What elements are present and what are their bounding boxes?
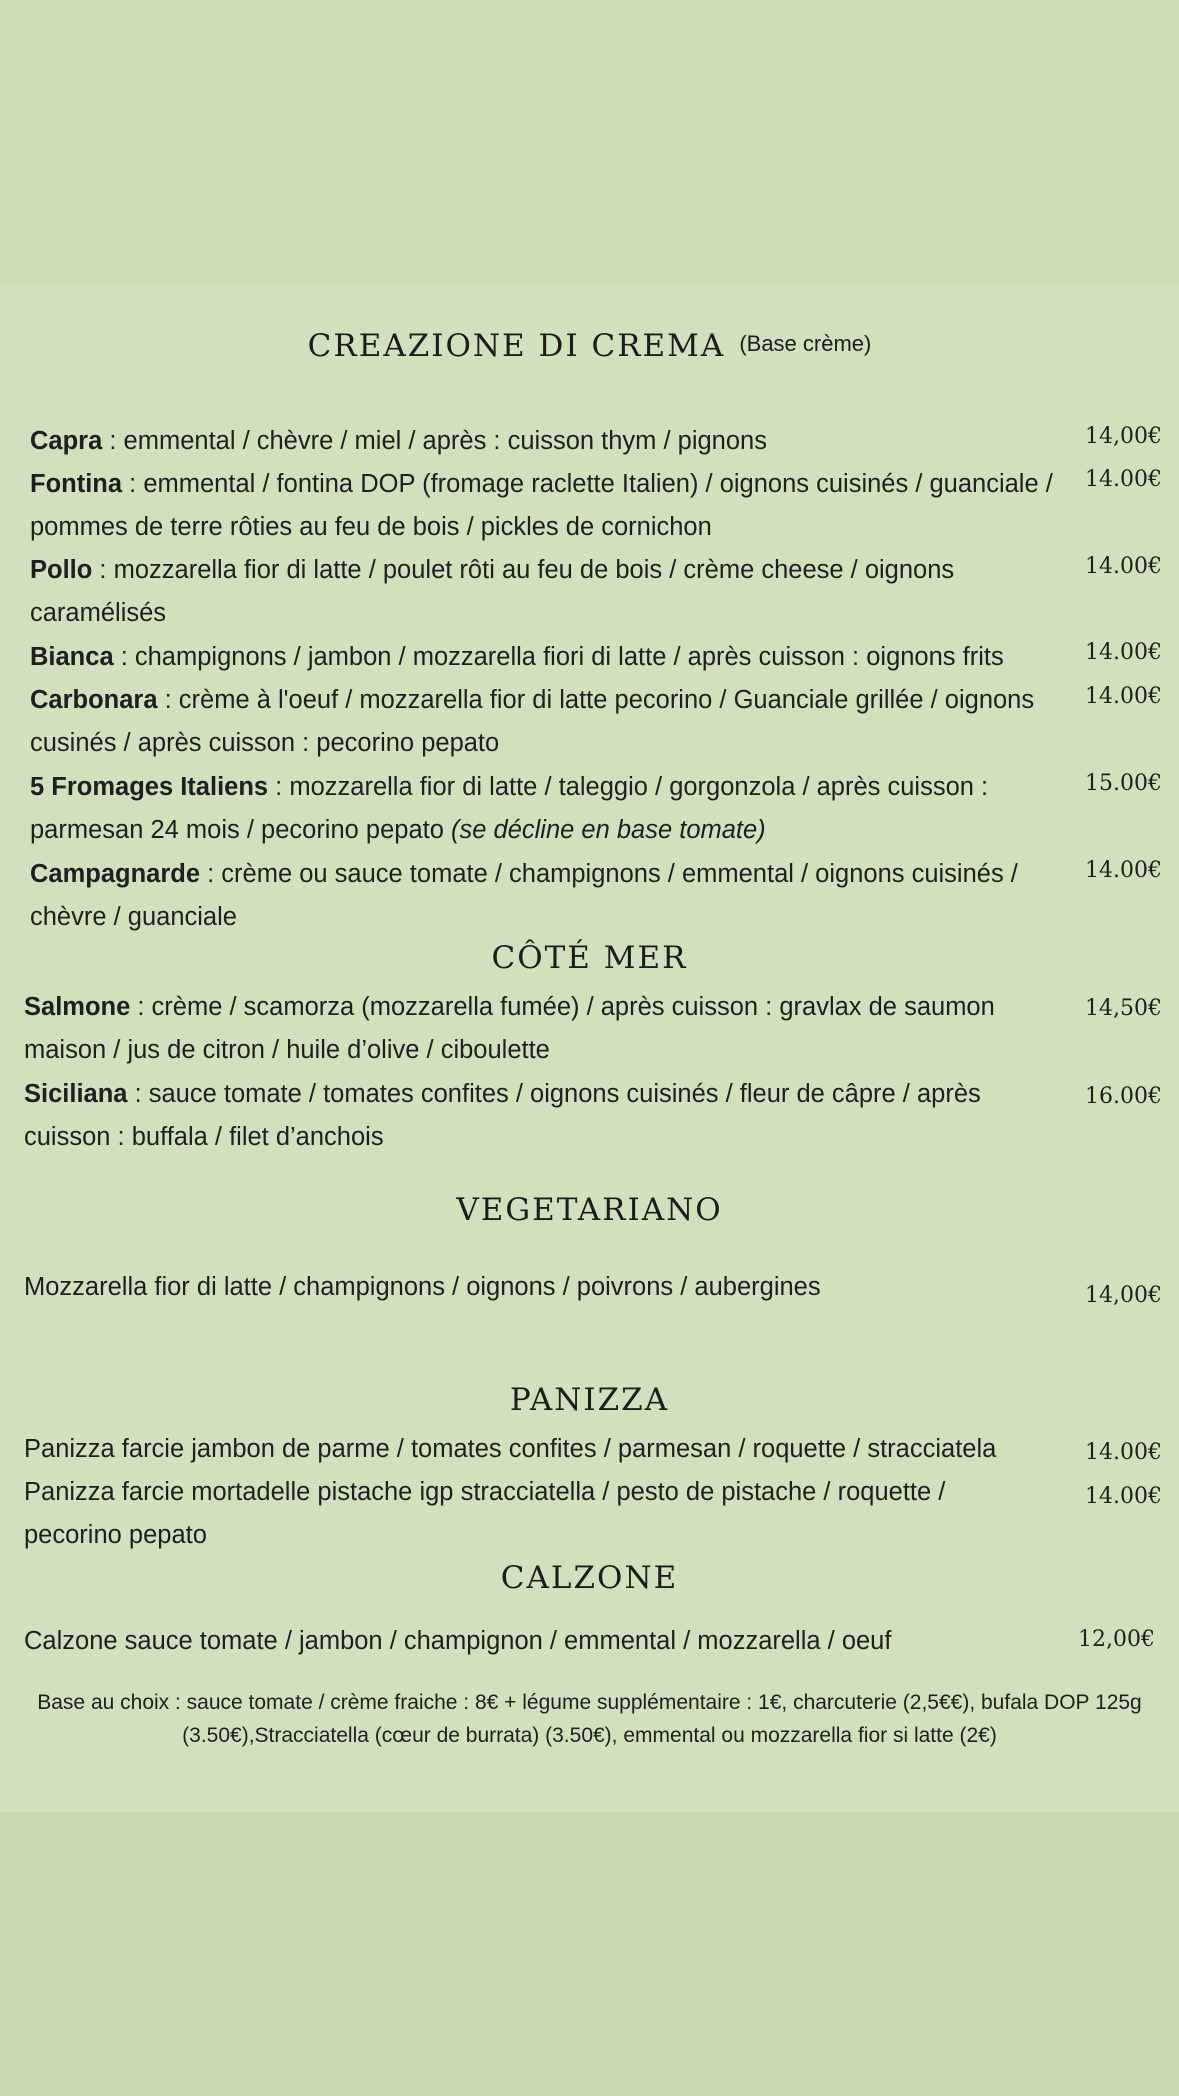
section-title-text: CÔTÉ MER (491, 940, 688, 976)
item-desc: : emmental / fontina DOP (fromage raclette Italien) / oignons cuisinés / guanciale / pommes de terre rôties au feu de bois / pickles de cornichon (30, 470, 1053, 541)
item-name: Carbonara (30, 686, 158, 714)
section-title-text: PANIZZA (509, 1382, 670, 1418)
menu-item-calzone (24, 1620, 1024, 1663)
top-band (0, 0, 1179, 284)
item-price: 12,00€ (1078, 1627, 1155, 1652)
menu-item-fontina (30, 463, 1070, 549)
menu-item-salmone (24, 986, 1054, 1072)
item-name: Fontina (30, 470, 123, 498)
section-title-crema (0, 328, 1179, 364)
section-title-mer (0, 940, 1179, 976)
item-price: 14.00€ (1085, 640, 1162, 665)
item-desc: Panizza farcie jambon de parme / tomates confites / parmesan / roquette / stracciatela (24, 1435, 997, 1463)
menu-item-panizza-mortadelle (24, 1471, 1044, 1557)
item-price: 14,00€ (1085, 424, 1162, 449)
section-title-text: VEGETARIANO (456, 1192, 723, 1228)
item-desc: : champignons / jambon / mozzarella fiori di latte / après cuisson : oignons frits (113, 643, 1004, 671)
menu-item-siciliana (24, 1073, 1054, 1159)
item-desc: : emmental / chèvre / miel / après : cuisson thym / pignons (102, 427, 767, 455)
item-name: Capra (30, 427, 103, 455)
section-title-panizza (0, 1382, 1179, 1418)
item-price: 14.00€ (1085, 858, 1162, 883)
menu-item-5-fromages (30, 766, 1060, 852)
item-name: 5 Fromages Italiens (30, 773, 269, 801)
item-desc: : crème à l'oeuf / mozzarella fior di latte pecorino / Guanciale grillée / oignons cusinés / après cuisson : pecorino pepato (30, 686, 1035, 757)
footer-note: Base au choix : sauce tomate / crème fraiche : 8€ + légume supplémentaire : 1€, charcuterie (2,5€€), bufala DOP 125g (3.50€),Stracciatella (cœur de burrata) (3.50€), emmental ou mozzarella fior si latte (2€) (37, 1691, 1142, 1747)
menu-item-capra (30, 420, 1060, 463)
item-price: 14.00€ (1085, 554, 1162, 579)
item-price: 16.00€ (1085, 1084, 1162, 1109)
menu-item-panizza-jambon (24, 1428, 1074, 1471)
section-title-vegetariano (0, 1192, 1179, 1228)
menu-item-campagnarde (30, 853, 1075, 939)
item-desc: Calzone sauce tomate / jambon / champignon / emmental / mozzarella / oeuf (24, 1627, 892, 1655)
item-desc: : crème / scamorza (mozzarella fumée) / après cuisson : gravlax de saumon maison / jus de citron / huile d’olive / ciboulette (24, 993, 995, 1064)
menu-item-carbonara (30, 679, 1060, 765)
section-title-text: CREAZIONE DI CREMA (307, 328, 726, 364)
menu-item-vegetariano (24, 1266, 1024, 1309)
item-desc: : crème ou sauce tomate / champignons / emmental / oignons cuisinés / chèvre / guanciale (30, 860, 1018, 931)
bottom-band (0, 1812, 1179, 2096)
menu-item-pollo (30, 549, 1070, 635)
item-price: 15.00€ (1085, 771, 1162, 796)
item-price: 14.00€ (1085, 467, 1162, 492)
section-title-calzone (0, 1560, 1179, 1596)
item-name: Pollo (30, 556, 93, 584)
item-desc: : mozzarella fior di latte / poulet rôti au feu de bois / crème cheese / oignons caramélisés (30, 556, 955, 627)
item-price: 14.00€ (1085, 1484, 1162, 1509)
item-name: Bianca (30, 643, 114, 671)
item-price: 14,50€ (1085, 996, 1162, 1021)
menu-item-bianca (30, 636, 1080, 679)
item-desc: Mozzarella fior di latte / champignons / oignons / poivrons / aubergines (24, 1273, 821, 1301)
item-note: (se décline en base tomate) (451, 816, 766, 844)
item-desc: Panizza farcie mortadelle pistache igp stracciatella / pesto de pistache / roquette / pecorino pepato (24, 1478, 946, 1549)
section-title-text: CALZONE (500, 1560, 679, 1596)
item-name: Campagnarde (30, 860, 201, 888)
section-subtitle: (Base crème) (739, 331, 872, 356)
item-name: Salmone (24, 993, 131, 1021)
item-name: Siciliana (24, 1080, 128, 1108)
item-desc: : mozzarella fior di latte / taleggio / gorgonzola / après cuisson : parmesan 24 mois / pecorino pepato (30, 773, 989, 844)
item-price: 14.00€ (1085, 684, 1162, 709)
item-desc: : sauce tomate / tomates confites / oignons cuisinés / fleur de câpre / après cuisson : buffala / filet d’anchois (24, 1080, 981, 1151)
item-price: 14.00€ (1085, 1440, 1162, 1465)
item-price: 14,00€ (1085, 1283, 1162, 1308)
